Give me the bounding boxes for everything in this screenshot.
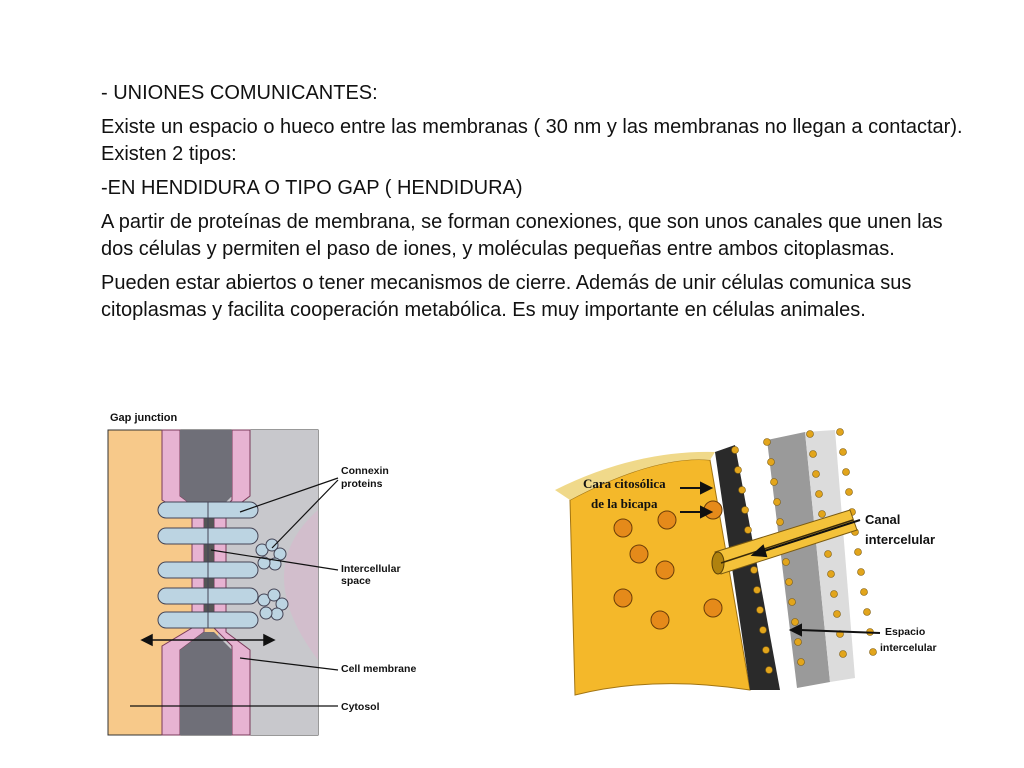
label-cell-membrane: Cell membrane [341, 663, 417, 675]
lower-gap [180, 632, 232, 735]
label-intercellular-1: Intercellular [341, 563, 401, 575]
section-heading: - UNIONES COMUNICANTES: [101, 82, 378, 104]
label-canal-1: Canal [865, 512, 901, 527]
label-espacio-2: intercelular [880, 642, 937, 654]
gap-junction-title: Gap junction [110, 412, 178, 424]
paragraph-channels: A partir de proteínas de membrana, se forman conexiones, que son unos canales que unen las dos células y permiten el paso de iones, y moléculas pequeñas entre ambos citoplasmas. [101, 211, 943, 260]
paragraph-function: Pueden estar abiertos o tener mecanismos de cierre. Además de unir células comunica sus citoplasmas y facilita cooperación metabólica. Es muy importante en células animales. [101, 272, 912, 321]
label-espacio-1: Espacio [885, 626, 926, 638]
label-connexin-2: proteins [341, 478, 383, 490]
label-cara-1: Cara citosólica [583, 476, 666, 491]
label-cara-2: de la bicapa [591, 496, 658, 511]
label-intercellular-2: space [341, 575, 371, 587]
label-connexin-1: Connexin [341, 465, 389, 477]
label-cytosol: Cytosol [341, 701, 380, 713]
bilayer-channel-diagram [535, 420, 980, 725]
label-canal-2: intercelular [865, 532, 936, 547]
upper-gap [180, 430, 232, 514]
slide-text [101, 80, 971, 331]
gap-junction-diagram [100, 400, 440, 745]
paragraph-gap-type: -EN HENDIDURA O TIPO GAP ( HENDIDURA) [101, 177, 523, 199]
paragraph-space: Existe un espacio o hueco entre las membranas ( 30 nm y las membranas no llegan a contactar). Existen 2 tipos: [101, 116, 963, 165]
